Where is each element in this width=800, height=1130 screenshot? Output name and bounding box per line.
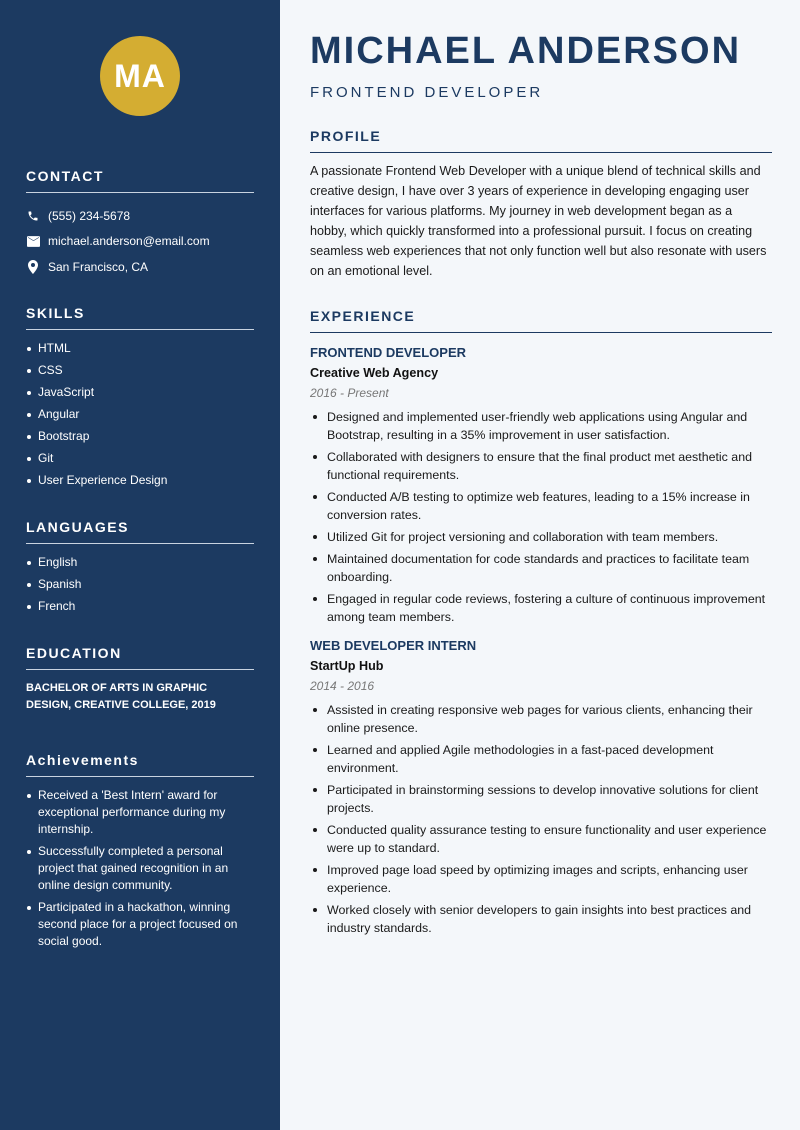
language-item: Spanish: [26, 576, 254, 593]
email-text[interactable]: michael.anderson@email.com: [48, 234, 210, 249]
job-bullet: Engaged in regular code reviews, fostering a culture of continuous improvement among team members.: [310, 590, 772, 626]
phone-text[interactable]: (555) 234-5678: [48, 208, 131, 223]
job-dates: 2014 - 2016: [310, 679, 375, 693]
job-bullet: Collaborated with designers to ensure that the final product met aesthetic and functional requirements.: [310, 448, 772, 484]
job-entry: [310, 345, 772, 626]
job-bullet: Maintained documentation for code standards and practices to facilitate team onboarding.: [310, 550, 772, 586]
achievements-section: [26, 752, 254, 955]
education-text: BACHELOR OF ARTS IN GRAPHIC DESIGN, CREATIVE COLLEGE, 2019: [26, 682, 216, 711]
job-bullet: Participated in brainstorming sessions to develop innovative solutions for client projects.: [310, 781, 772, 817]
job-title: WEB DEVELOPER INTERN: [310, 638, 477, 653]
job-bullet: Conducted quality assurance testing to ensure functionality and user experience were up to standard.: [310, 821, 772, 857]
location-pin-icon: [26, 260, 40, 274]
experience-heading: EXPERIENCE: [310, 308, 772, 333]
job-bullet: Conducted A/B testing to optimize web features, leading to a 15% increase in conversion rates.: [310, 488, 772, 524]
avatar-initials: MA: [114, 57, 166, 94]
job-bullets: [310, 408, 772, 626]
skills-section: [26, 305, 254, 494]
candidate-name: MICHAEL ANDERSON: [310, 30, 742, 72]
experience-section: [310, 308, 772, 941]
skill-item: User Experience Design: [26, 472, 254, 489]
contact-section: [26, 168, 254, 280]
phone-icon: [26, 209, 40, 223]
contact-phone: [26, 203, 254, 229]
contact-location: [26, 254, 254, 280]
achievements-list: [26, 787, 254, 950]
skill-item: Angular: [26, 406, 254, 423]
language-item: French: [26, 598, 254, 615]
achievement-item: Received a 'Best Intern' award for exceptional performance during my internship.: [26, 787, 254, 838]
language-item: English: [26, 554, 254, 571]
achievement-item: Successfully completed a personal project that gained recognition in an online design community.: [26, 843, 254, 894]
profile-section: [310, 128, 772, 281]
mail-icon: [26, 234, 40, 248]
languages-heading: LANGUAGES: [26, 519, 254, 544]
job-bullet: Learned and applied Agile methodologies in a fast-paced development environment.: [310, 741, 772, 777]
job-title: FRONTEND DEVELOPER: [310, 345, 467, 360]
profile-text: A passionate Frontend Web Developer with a unique blend of technical skills and creative design, I have over 3 years of experience in developing engaging user interfaces for various platforms. My journey in web development began as a hobby, which quickly transformed into a professional pursuit. I focus on creating seamless web experiences that not only function well but also resonate with users on an emotional level.: [310, 164, 767, 278]
job-dates: 2016 - Present: [310, 386, 389, 400]
languages-section: [26, 519, 254, 620]
achievements-heading: Achievements: [26, 752, 254, 777]
avatar: [100, 36, 180, 116]
job-bullet: Worked closely with senior developers to gain insights into best practices and industry standards.: [310, 901, 772, 937]
skill-item: JavaScript: [26, 384, 254, 401]
sidebar: [0, 0, 280, 1130]
skill-item: Git: [26, 450, 254, 467]
company-name: Creative Web Agency: [310, 366, 439, 380]
skill-item: CSS: [26, 362, 254, 379]
job-entry: [310, 638, 772, 937]
skill-item: Bootstrap: [26, 428, 254, 445]
company-name: StartUp Hub: [310, 659, 384, 673]
job-bullet: Improved page load speed by optimizing images and scripts, enhancing user experience.: [310, 861, 772, 897]
profile-heading: PROFILE: [310, 128, 772, 153]
job-bullet: Assisted in creating responsive web pages for various clients, enhancing their online presence.: [310, 701, 772, 737]
job-bullets: [310, 701, 772, 937]
languages-list: [26, 554, 254, 615]
skill-item: HTML: [26, 340, 254, 357]
education-section: [26, 645, 254, 714]
skills-heading: SKILLS: [26, 305, 254, 330]
contact-heading: CONTACT: [26, 168, 254, 193]
job-title-header: FRONTEND DEVELOPER: [310, 84, 544, 101]
achievement-item: Participated in a hackathon, winning second place for a project focused on social good.: [26, 899, 254, 950]
contact-email: [26, 229, 254, 255]
education-heading: EDUCATION: [26, 645, 254, 670]
job-bullet: Utilized Git for project versioning and collaboration with team members.: [310, 528, 772, 546]
skills-list: [26, 340, 254, 489]
job-bullet: Designed and implemented user-friendly web applications using Angular and Bootstrap, resulting in a 35% improvement in user satisfaction.: [310, 408, 772, 444]
location-text: San Francisco, CA: [48, 259, 149, 274]
